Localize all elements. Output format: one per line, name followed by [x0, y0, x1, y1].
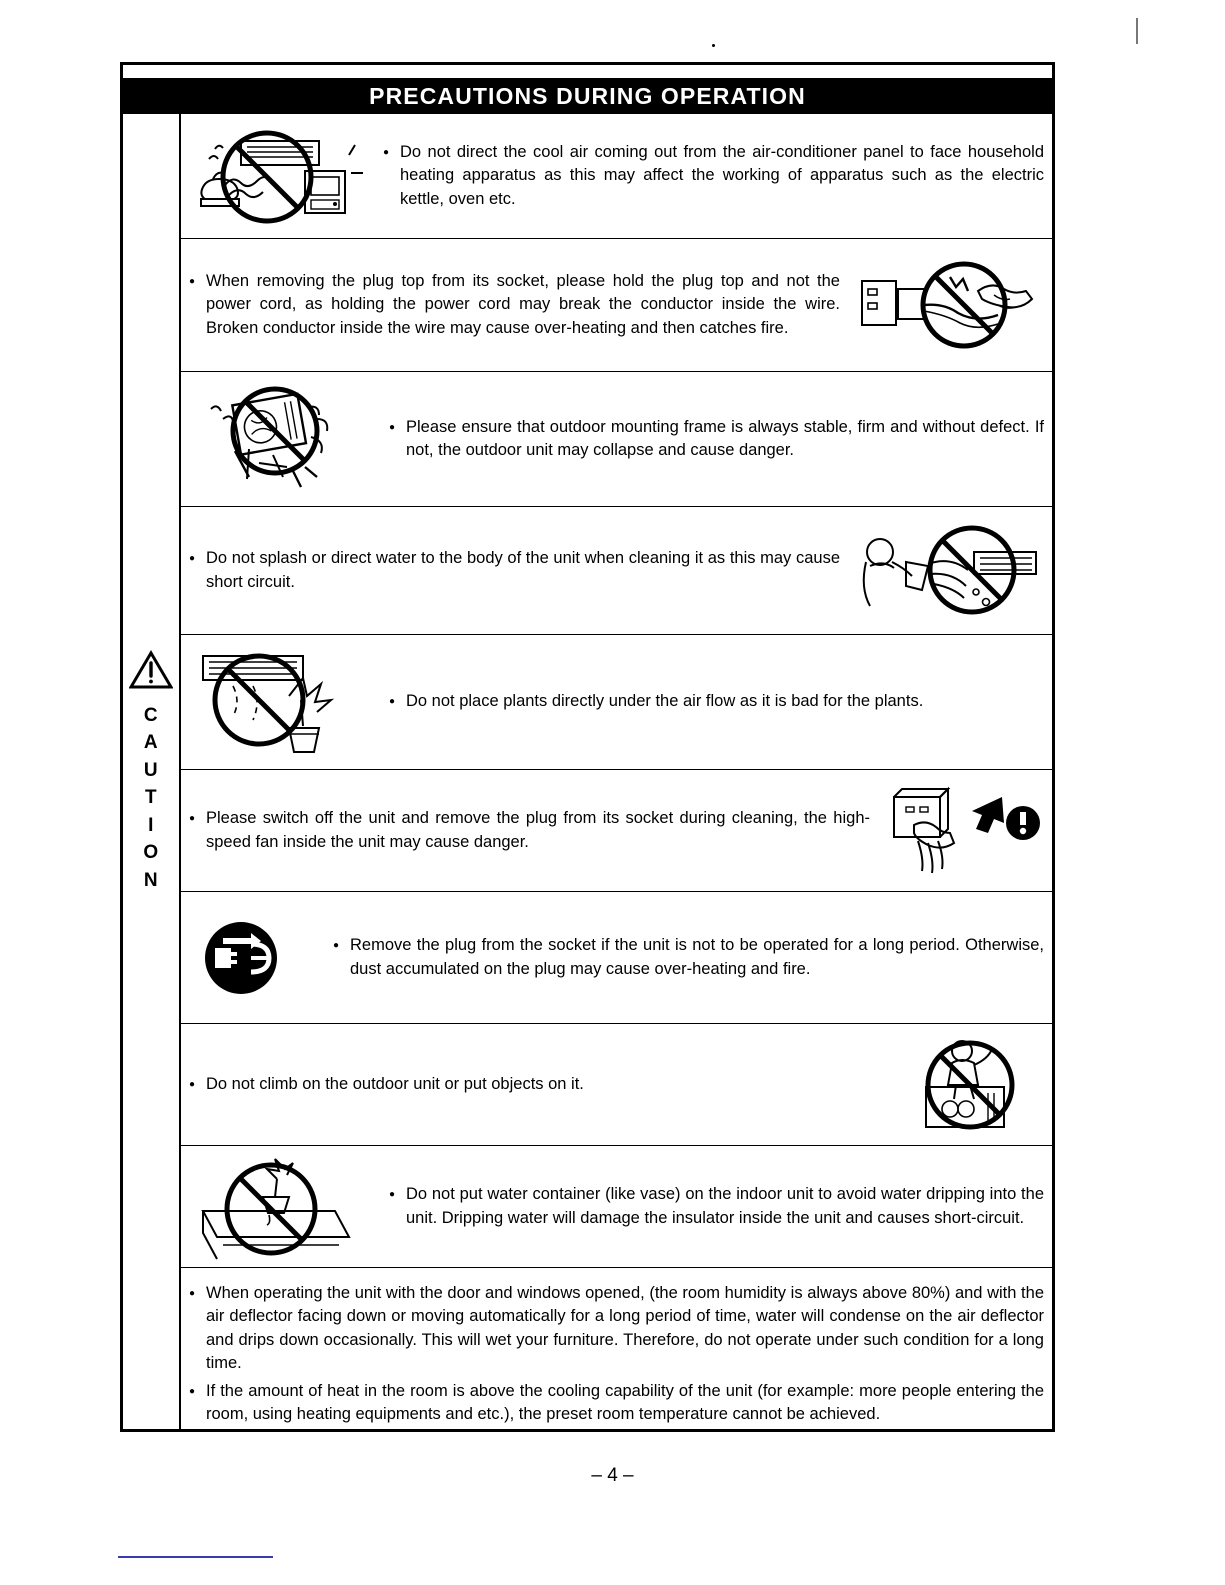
- note-text: ● When operating the unit with the door and windows opened, (the room humidity is always above 80%) and with the air deflector facing down or moving automatically for a long period of time, water will condense on the air deflector and drips down occasionally. This will wet your furniture. Therefore, do not operate under such condition for a long time.: [189, 1282, 1044, 1376]
- precaution-text-block: [189, 547, 840, 594]
- precaution-text-block: [333, 934, 1044, 981]
- precaution-row: [181, 892, 1052, 1024]
- precaution-text-block: [189, 270, 840, 340]
- precaution-text-block: [383, 141, 1044, 211]
- precaution-text: ● Please switch off the unit and remove the plug from its socket during cleaning, the high-speed fan inside the unit may cause danger.: [189, 807, 870, 854]
- precaution-text-block: [189, 807, 870, 854]
- prohibited-plant-under-airflow-icon: [189, 642, 375, 762]
- precaution-text-block: [189, 1073, 890, 1096]
- precaution-text: ● Do not climb on the outdoor unit or put objects on it.: [189, 1073, 890, 1096]
- precaution-text: ● Remove the plug from the socket if the unit is not to be operated for a long period. Otherwise, dust accumulated on the plug may cause over-heating and fire.: [333, 934, 1044, 981]
- precaution-text-block: [389, 416, 1044, 463]
- page-title: PRECAUTIONS DURING OPERATION: [369, 82, 806, 109]
- bottom-edge-mark: [118, 1556, 273, 1558]
- precaution-text: ● Do not splash or direct water to the body of the unit when cleaning it as this may cause short circuit.: [189, 547, 840, 594]
- prohibited-air-to-kettle-oven-icon: [189, 129, 369, 224]
- precaution-row: [181, 239, 1052, 372]
- precaution-row: [181, 507, 1052, 635]
- prohibited-unstable-outdoor-frame-icon: [189, 379, 375, 499]
- precaution-row: [181, 770, 1052, 892]
- page-title-bar: [123, 78, 1052, 114]
- page-number: – 4 –: [591, 1465, 634, 1486]
- caution-letter: U: [143, 759, 159, 781]
- prohibited-vase-on-indoor-unit-icon: [189, 1153, 375, 1261]
- caution-letter: I: [148, 814, 154, 836]
- precaution-text: ● Do not direct the cool air coming out from the air-conditioner panel to face household heating apparatus as this may affect the working of apparatus such as the electric kettle, oven etc.: [383, 141, 1044, 211]
- precaution-text: ● Do not place plants directly under the air flow as it is bad for the plants.: [389, 690, 1044, 713]
- top-registration-dot: [712, 44, 715, 47]
- caution-letter: O: [143, 842, 159, 864]
- edge-registration-mark: [1136, 18, 1138, 44]
- caution-letter: N: [143, 869, 159, 891]
- caution-letter: A: [143, 732, 159, 754]
- caution-letter: C: [143, 704, 159, 726]
- precaution-text: ● When removing the plug top from its socket, please hold the plug top and not the power cord, as holding the power cord may break the conductor inside the wire. Broken conductor inside the wire may cause over-heating and then catches fire.: [189, 270, 840, 340]
- caution-letter: T: [144, 787, 158, 809]
- precaution-row: [181, 1024, 1052, 1146]
- prohibited-climb-outdoor-unit-icon: [904, 1033, 1044, 1137]
- notes-row: [181, 1268, 1052, 1430]
- caution-sidebar: [123, 114, 181, 1430]
- mandatory-unplug-before-cleaning-icon: [884, 783, 1044, 878]
- notes-text-block: [189, 1282, 1044, 1427]
- prohibited-pull-cord-icon: [854, 251, 1044, 359]
- precaution-text: ● Please ensure that outdoor mounting frame is always stable, firm and without defect. If not, the outdoor unit may collapse and cause danger.: [389, 416, 1044, 463]
- precaution-row: [181, 1146, 1052, 1268]
- precaution-text-block: [389, 690, 1044, 713]
- prohibited-splash-water-icon: [854, 518, 1044, 623]
- precaution-text: ● Do not put water container (like vase) on the indoor unit to avoid water dripping into the unit. Dripping water will damage the insulator inside the unit and causes short-circuit.: [389, 1183, 1044, 1230]
- mandatory-remove-plug-icon: [189, 914, 319, 1002]
- warning-triangle-icon: [129, 650, 173, 690]
- note-text: ● If the amount of heat in the room is above the cooling capability of the unit (for example: more people entering the room, using heating equipments and etc.), the preset room temperature cannot be achieved.: [189, 1380, 1044, 1427]
- precaution-row: [181, 372, 1052, 507]
- precautions-list: [181, 114, 1052, 1430]
- precaution-row: [181, 114, 1052, 239]
- precaution-text-block: [389, 1183, 1044, 1230]
- caution-label: [143, 702, 158, 895]
- precaution-row: [181, 635, 1052, 770]
